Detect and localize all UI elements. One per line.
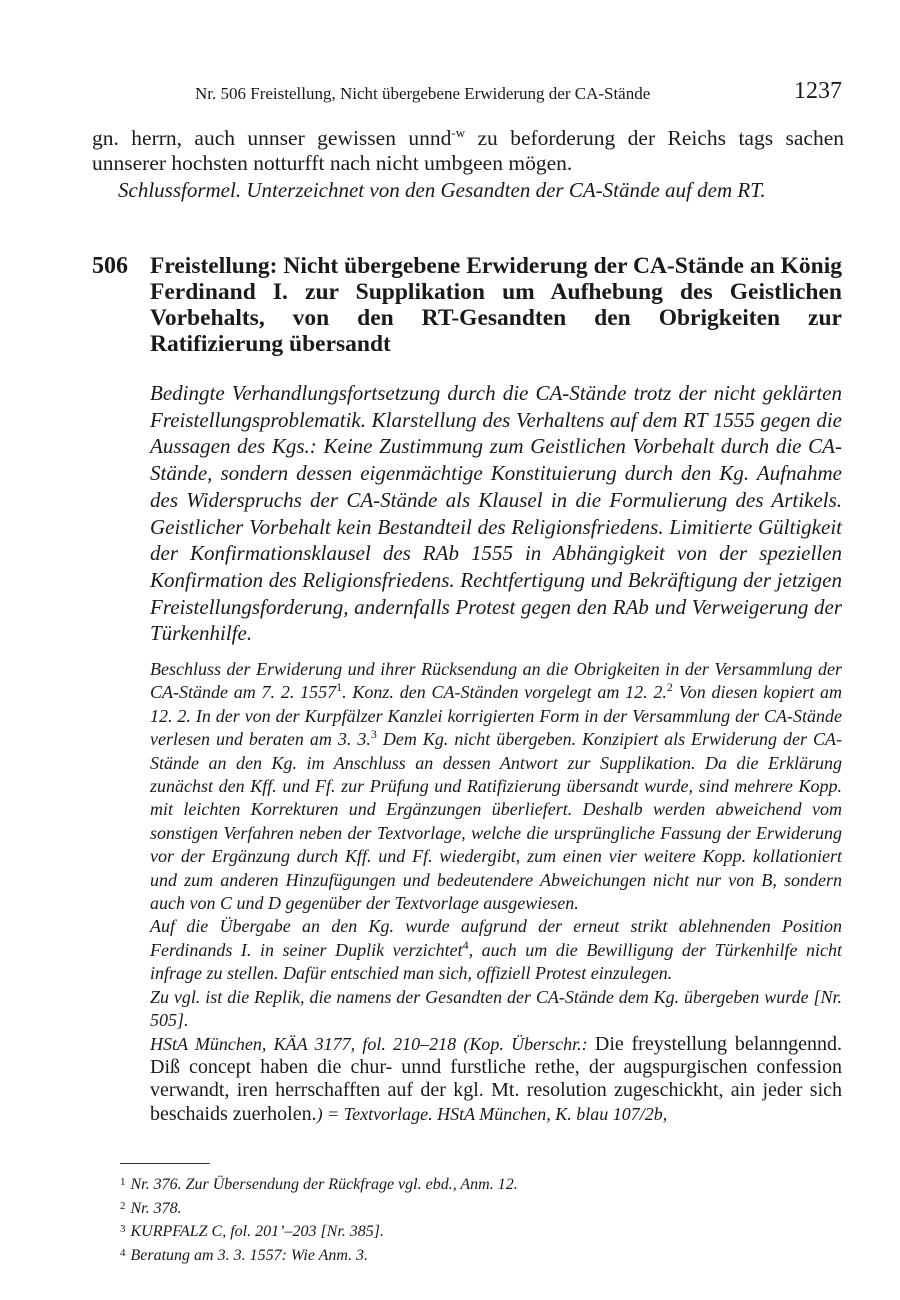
- footnote: [120, 1196, 720, 1220]
- commentary-paragraph: Zu vgl. ist die Replik, die namens der Gesandten der CA-Stände dem Kg. übergeben wurde [Nr. 505].: [150, 986, 842, 1031]
- closing-formula: Schlussformel. Unterzeichnet von den Gesandten der CA-Stände auf dem RT.: [118, 178, 766, 202]
- continuation-line: gn. herrn, auch unnser gewissen unnd: [92, 126, 452, 150]
- page-number: 1237: [794, 78, 842, 104]
- commentary-text: Von diesen kopiert am 12. 2. In der von der Kurpfälzer Kanzlei korrigierten Form in der Versammlung der CA-Stände verlesen und beraten am 3. 3.: [150, 682, 843, 750]
- footnote-text: KURPFALZ C, fol. 201’–203 [Nr. 385].: [130, 1223, 385, 1240]
- commentary-text: , auch um die Bewilligung der Türkenhilfe nicht infrage zu stellen. Dafür entschied man sich, offiziell Protest einzulegen.: [150, 939, 842, 984]
- commentary-paragraph: [150, 915, 842, 985]
- footnote-text: Beratung am 3. 3. 1557: Wie Anm. 3.: [130, 1246, 368, 1264]
- document-number: 506: [92, 253, 128, 279]
- footnote: [120, 1172, 720, 1196]
- source-quote: Die freystellung belanngennd. Diß concept haben die chur- unnd furstliche rethe, der augspurgischen confession verwandt, iren herrschafften auf der kgl. Mt. resolution zugeschickht, ain jeder sich beschaids zuerholen.: [150, 1032, 843, 1125]
- footnotes: [120, 1172, 720, 1266]
- commentary-paragraph: [150, 658, 842, 915]
- commentary-text: HStA München, KÄA 3177, fol. 210–218 (Kop. Überschr.:: [150, 1033, 595, 1054]
- continuation-rest: zu beforderung der Reichs tags sachen unnserer hochsten notturfft nach nicht umbgeen mögen.: [92, 126, 844, 175]
- footnote-text: Nr. 376. Zur Übersendung der Rückfrage vgl. ebd., Anm. 12.: [130, 1176, 518, 1193]
- commentary-text: . Konz. den CA-Ständen vorgelegt am 12. 2.: [342, 682, 667, 703]
- footnote-ref[interactable]: 3: [370, 727, 377, 742]
- footnote-text: Nr. 378.: [130, 1199, 182, 1217]
- regest-summary: Bedingte Verhandlungsfortsetzung durch die CA-Stände trotz der nicht geklärten Freistellungsproblematik. Klarstellung des Verhaltens auf dem RT 1555 gegen die Aussagen des Kgs.: Keine Zustimmung zum Geistlichen Vorbehalt durch die CA-Stände, sondern dessen eigenmächtige Konstituierung durch den Kg. Aufnahme des Widerspruchs der CA-Stände als Klausel in die Formulierung des Artikels. Geistlicher Vorbehalt kein Bestandteil des Religionsfriedens. Limitierte Gültigkeit der Konfirmationsklausel des RAb 1555 in Abhängigkeit von der speziellen Konfirmation des Religionsfriedens. Rechtfertigung und Bekräftigung der jetzigen Freistellungsforderung, andernfalls Protest gegen den RAb und Verweigerung der Türkenhilfe.: [150, 381, 842, 646]
- commentary-text: ) = Textvorlage. HStA München, K. blau 107/2b,: [316, 1103, 668, 1124]
- editorial-commentary: [150, 658, 842, 1126]
- footnote-ref[interactable]: 1: [336, 680, 343, 695]
- footnote: [120, 1219, 720, 1243]
- document-title: Freistellung: Nicht übergebene Erwiderung der CA-Stände an König Ferdinand I. zur Supplikation um Aufhebung des Geistlichen Vorbehalts, von den RT-Gesandten den Obrigkeiten zur Ratifizierung übersandt: [150, 253, 842, 357]
- commentary-text: Auf die Übergabe an den Kg. wurde aufgrund der erneut strikt ablehnenden Position Ferdinands I. in seiner Duplik verzichtet: [150, 916, 842, 960]
- commentary-paragraph: [150, 1033, 842, 1127]
- footnote-mark: 2: [120, 1199, 126, 1212]
- textcritical-mark: -w: [451, 124, 466, 140]
- footnote-divider: [120, 1163, 210, 1164]
- commentary-text: Dem Kg. nicht übergeben. Konzipiert als Erwiderung der CA-Stände an den Kg. im Anschluss an dessen Antwort zur Supplikation. Da die Erklärung zunächst den Kff. und Ff. zur Prüfung und Ratifizierung übersandt wurde, sind mehrere Kopp. mit leichten Korrekturen und Ergänzungen überliefert. Deshalb werden abweichend vom sonstigen Verfahren neben der Textvorlage, welche die ursprüngliche Fassung der Erwiderung vor der Ergänzung durch Kff. und Ff. wiedergibt, zum einen vier weitere Kopp. kollationiert und zum anderen Hinzufügungen und bedeutendere Abweichungen nicht nur von B, sondern auch von C und D gegenüber der Textvorlage ausgewiesen.: [150, 729, 843, 914]
- commentary-text: Beschluss der Erwiderung und ihrer Rücksendung an die Obrigkeiten in der Versammlung der CA-Stände am 7. 2. 1557: [150, 659, 842, 703]
- footnote-mark: 3: [120, 1223, 126, 1235]
- footnote-mark: 1: [120, 1176, 126, 1188]
- footnote-mark: 4: [120, 1246, 126, 1259]
- running-title: Nr. 506 Freistellung, Nicht übergebene Erwiderung der CA-Stände: [195, 84, 651, 103]
- footnote: [120, 1243, 720, 1267]
- footnote-ref[interactable]: 4: [462, 937, 469, 952]
- continuation-text: [92, 126, 844, 176]
- running-header: [195, 78, 842, 108]
- footnote-ref[interactable]: 2: [666, 680, 673, 695]
